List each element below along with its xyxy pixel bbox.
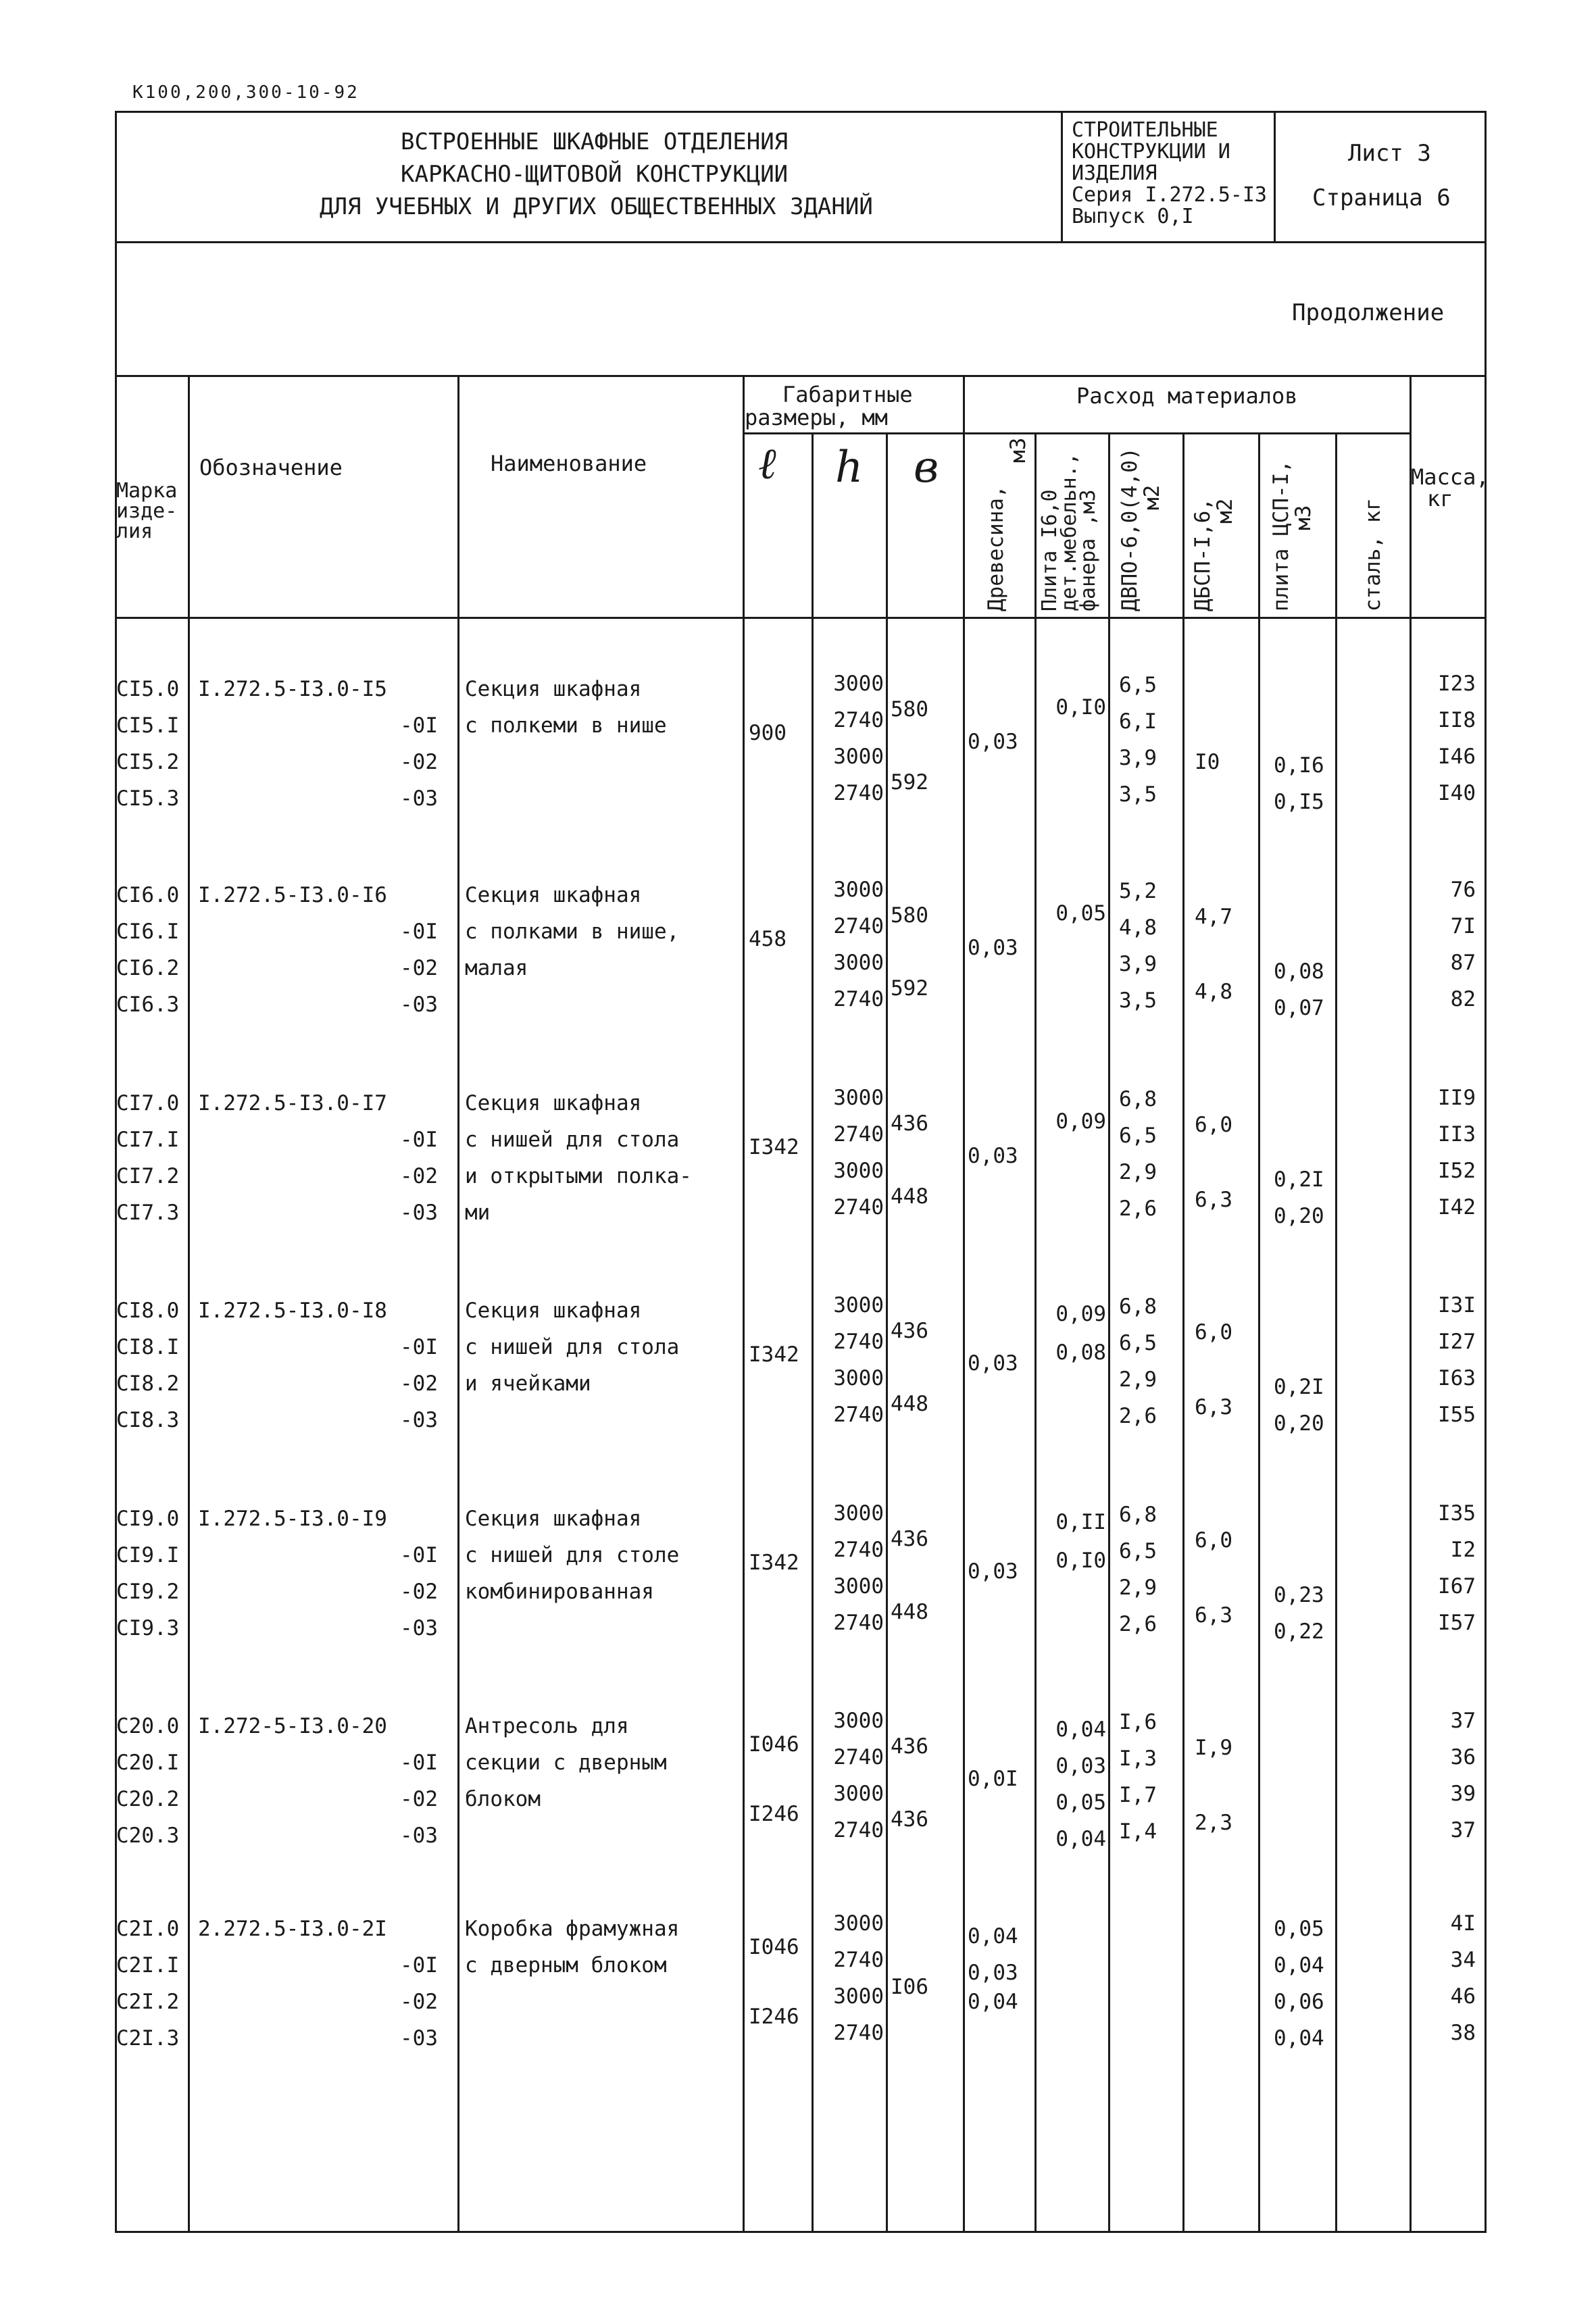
- group-1-mass-3: I46: [1438, 745, 1476, 769]
- group-5-tssp-1: 0,23: [1274, 1583, 1324, 1608]
- group-2-dvpo-4: 3,5: [1119, 988, 1157, 1013]
- group-4-dim-l-1: I342: [749, 1342, 799, 1367]
- group-7-dim-l-2: I246: [749, 2004, 799, 2029]
- group-5-designation: I.272.5-I3.0-I9: [198, 1507, 387, 1531]
- header-designation: Обозначение: [199, 455, 343, 480]
- group-1-suffix-1: -0I: [400, 713, 438, 738]
- group-1-dim-h-2: 2740: [833, 708, 884, 732]
- group-6-mass-2: 36: [1450, 1745, 1476, 1769]
- group-2-dim-h-2: 2740: [833, 914, 884, 938]
- group-2-dim-b-2: 592: [891, 976, 928, 1001]
- group-5-name-line-2: с нишей для столе: [465, 1543, 680, 1567]
- group-4-dim-h-2: 2740: [833, 1330, 884, 1354]
- group-4-name-line-3: и ячейками: [465, 1372, 591, 1396]
- header-plate-1: Плита I6,0: [1038, 489, 1062, 611]
- series-line-1: СТРОИТЕЛЬНЫЕ: [1072, 118, 1218, 142]
- group-5-mark-2: CI9.I: [116, 1543, 180, 1567]
- group-7-name-line-1: Коробка фрамужная: [465, 1917, 680, 1941]
- group-4-mark-3: CI8.2: [116, 1372, 180, 1396]
- group-7-mass-4: 38: [1450, 2021, 1476, 2045]
- col-line-h: [886, 432, 888, 2232]
- col-line-dvpo: [1182, 432, 1184, 2232]
- group-2-tssp-2: 0,07: [1274, 996, 1324, 1021]
- header-plate: [1038, 453, 1100, 611]
- group-4-dvpo-4: 2,6: [1119, 1404, 1157, 1428]
- group-6-mark-2: C20.I: [116, 1751, 180, 1775]
- header-wood: [985, 438, 1029, 611]
- group-5-mass-4: I57: [1438, 1611, 1476, 1635]
- header-dims-1: Габаритные: [782, 382, 913, 407]
- col-line-b: [963, 375, 965, 2232]
- group-6-name-line-2: секции с дверным: [465, 1751, 667, 1775]
- group-5-name-line-3: комбинированная: [465, 1580, 654, 1604]
- group-6-dvpo-3: I,7: [1119, 1783, 1157, 1807]
- group-6-dim-h-2: 2740: [833, 1745, 884, 1769]
- group-3-name-line-2: с нишей для стола: [465, 1128, 680, 1152]
- group-3-dim-h-2: 2740: [833, 1122, 884, 1147]
- group-1-dim-b-1: 580: [891, 697, 928, 722]
- group-2-suffix-3: -03: [400, 992, 438, 1017]
- group-6-dim-b-1: 436: [891, 1734, 928, 1759]
- header-steel: [1362, 498, 1385, 611]
- header-plate-3: фанера ,м3: [1076, 489, 1100, 611]
- group-1-mark-3: CI5.2: [116, 750, 180, 774]
- group-4-dim-h-1: 3000: [833, 1293, 884, 1317]
- group-6-plate-2: 0,03: [1055, 1754, 1106, 1779]
- group-1-dim-l-1: 900: [749, 720, 787, 745]
- group-3-dim-b-2: 448: [891, 1184, 928, 1209]
- group-3-dbsp-2: 6,3: [1195, 1188, 1232, 1213]
- group-3-suffix-1: -0I: [400, 1128, 438, 1152]
- frame-right: [1485, 111, 1487, 2232]
- group-7-mark-1: C2I.0: [116, 1917, 180, 1941]
- series-line-2: КОНСТРУКЦИИ И: [1072, 140, 1230, 164]
- group-5-dbsp-1: 6,0: [1195, 1528, 1232, 1553]
- group-1-tssp-1: 0,I6: [1274, 753, 1324, 778]
- sheet-number: Лист 3: [1348, 140, 1431, 167]
- group-2-wood-1: 0,03: [968, 936, 1018, 961]
- group-3-dim-h-3: 3000: [833, 1159, 884, 1183]
- group-6-dbsp-2: 2,3: [1195, 1811, 1232, 1836]
- group-6-plate-1: 0,04: [1055, 1717, 1106, 1742]
- series-line-5: Выпуск 0,I: [1072, 205, 1194, 228]
- group-1-dvpo-4: 3,5: [1119, 782, 1157, 807]
- group-4-mass-3: I63: [1438, 1366, 1476, 1390]
- group-7-wood-3: 0,04: [968, 1990, 1018, 2014]
- group-3-dim-h-4: 2740: [833, 1195, 884, 1219]
- header-mark-1: Марка: [116, 479, 178, 503]
- group-6-plate-4: 0,04: [1055, 1827, 1106, 1852]
- title-line-3: ДЛЯ УЧЕБНЫХ И ДРУГИХ ОБЩЕСТВЕННЫХ ЗДАНИЙ: [320, 193, 873, 220]
- group-7-dim-h-4: 2740: [833, 2021, 884, 2045]
- header-tssp-2: м3: [1291, 505, 1316, 530]
- group-2-mark-1: CI6.0: [116, 883, 180, 907]
- group-7-mass-2: 34: [1450, 1948, 1476, 1972]
- group-3-mass-2: II3: [1438, 1122, 1476, 1147]
- group-5-suffix-1: -0I: [400, 1543, 438, 1567]
- group-5-dim-b-1: 436: [891, 1526, 928, 1551]
- group-6-suffix-3: -03: [400, 1823, 438, 1848]
- group-5-dvpo-4: 2,6: [1119, 1612, 1157, 1636]
- header-plate-2: дет.мебельн.,: [1057, 453, 1081, 611]
- group-6-dim-h-1: 3000: [833, 1709, 884, 1733]
- group-1-dvpo-1: 6,5: [1119, 673, 1157, 697]
- col-line-plate: [1108, 432, 1110, 2232]
- group-7-suffix-2: -02: [400, 1990, 438, 2014]
- col-line-tssp: [1335, 432, 1337, 2232]
- group-4-wood-1: 0,03: [968, 1351, 1018, 1376]
- group-6-dim-h-3: 3000: [833, 1782, 884, 1806]
- group-2-suffix-2: -02: [400, 956, 438, 980]
- group-3-plate-1: 0,09: [1055, 1109, 1106, 1134]
- group-5-dvpo-3: 2,9: [1119, 1576, 1157, 1600]
- group-2-name-line-2: с полками в нише,: [465, 920, 680, 944]
- group-7-dim-h-2: 2740: [833, 1948, 884, 1972]
- group-4-designation: I.272.5-I3.0-I8: [198, 1299, 387, 1323]
- group-5-dim-h-2: 2740: [833, 1538, 884, 1562]
- group-2-name-line-1: Секция шкафная: [465, 883, 642, 907]
- group-6-dim-b-2: 436: [891, 1807, 928, 1832]
- group-1-mark-4: CI5.3: [116, 786, 180, 811]
- group-2-dim-b-1: 580: [891, 903, 928, 928]
- group-4-dim-h-4: 2740: [833, 1403, 884, 1427]
- group-3-mark-1: CI7.0: [116, 1091, 180, 1115]
- group-2-mark-3: CI6.2: [116, 956, 180, 980]
- group-5-tssp-2: 0,22: [1274, 1619, 1324, 1644]
- group-2-suffix-1: -0I: [400, 920, 438, 944]
- group-3-tssp-1: 0,2I: [1274, 1167, 1324, 1192]
- group-5-mark-3: CI9.2: [116, 1580, 180, 1604]
- header-dim-b: в: [914, 443, 939, 493]
- group-4-name-line-2: с нишей для стола: [465, 1335, 680, 1359]
- group-1-name-line-1: Секция шкафная: [465, 677, 642, 701]
- group-6-mark-1: C20.0: [116, 1714, 180, 1738]
- group-7-mass-1: 4I: [1450, 1911, 1476, 1936]
- group-5-suffix-3: -03: [400, 1616, 438, 1640]
- document-code: К100,200,300-10-92: [132, 82, 359, 103]
- page-number: Страница 6: [1312, 184, 1451, 211]
- group-2-mark-2: CI6.I: [116, 920, 180, 944]
- group-5-dbsp-2: 6,3: [1195, 1603, 1232, 1628]
- group-4-suffix-3: -03: [400, 1408, 438, 1432]
- group-7-tssp-1: 0,05: [1274, 1917, 1324, 1941]
- group-1-mark-2: CI5.I: [116, 713, 180, 738]
- group-6-mass-3: 39: [1450, 1782, 1476, 1806]
- group-1-suffix-2: -02: [400, 750, 438, 774]
- title-block-divider-2: [1274, 111, 1276, 242]
- group-4-name-line-1: Секция шкафная: [465, 1299, 642, 1323]
- group-2-mass-1: 76: [1450, 878, 1476, 902]
- title-block-bottom: [115, 241, 1487, 243]
- group-4-dvpo-2: 6,5: [1119, 1331, 1157, 1355]
- group-6-plate-3: 0,05: [1055, 1790, 1106, 1815]
- group-6-dvpo-1: I,6: [1119, 1710, 1157, 1734]
- group-7-wood-1: 0,04: [968, 1923, 1018, 1948]
- header-dim-h: h: [835, 443, 864, 493]
- group-1-tssp-2: 0,I5: [1274, 790, 1324, 815]
- continuation-label: Продолжение: [1292, 299, 1445, 326]
- group-5-dim-b-2: 448: [891, 1599, 928, 1624]
- group-5-plate-1: 0,II: [1055, 1510, 1106, 1535]
- group-6-mark-3: C20.2: [116, 1787, 180, 1811]
- header-wood-2: м3: [1005, 437, 1030, 463]
- group-7-name-line-2: с дверным блоком: [465, 1953, 667, 1978]
- group-6-dbsp-1: I,9: [1195, 1736, 1232, 1761]
- group-7-suffix-3: -03: [400, 2026, 438, 2051]
- group-2-dim-l-1: 458: [749, 926, 787, 951]
- group-3-suffix-3: -03: [400, 1201, 438, 1225]
- group-4-suffix-2: -02: [400, 1372, 438, 1396]
- group-5-name-line-1: Секция шкафная: [465, 1507, 642, 1531]
- header-materials: Расход материалов: [1076, 383, 1298, 409]
- group-2-name-line-3: малая: [465, 956, 528, 980]
- group-4-mark-1: CI8.0: [116, 1299, 180, 1323]
- group-7-mark-3: C2I.2: [116, 1990, 180, 2014]
- header-tssp: [1270, 460, 1314, 611]
- header-dvpo-1: ДВПО-6,0(4,0): [1118, 447, 1142, 611]
- group-3-dvpo-2: 6,5: [1119, 1124, 1157, 1148]
- col-line-designation: [457, 375, 459, 2232]
- group-2-dim-h-4: 2740: [833, 987, 884, 1011]
- group-7-mark-2: C2I.I: [116, 1953, 180, 1978]
- group-1-designation: I.272.5-I3.0-I5: [198, 677, 387, 701]
- group-4-dvpo-3: 2,9: [1119, 1367, 1157, 1392]
- group-2-dbsp-1: 4,7: [1195, 905, 1232, 930]
- group-2-dbsp-2: 4,8: [1195, 980, 1232, 1005]
- group-2-tssp-1: 0,08: [1274, 959, 1324, 984]
- group-5-plate-2: 0,I0: [1055, 1549, 1106, 1574]
- header-mark-3: лия: [116, 520, 153, 543]
- group-4-dim-h-3: 3000: [833, 1366, 884, 1390]
- group-2-plate-1: 0,05: [1055, 901, 1106, 926]
- group-6-wood-1: 0,0I: [968, 1767, 1018, 1792]
- group-1-mass-2: II8: [1438, 708, 1476, 732]
- col-line-wood: [1034, 432, 1037, 2232]
- group-6-dim-h-4: 2740: [833, 1818, 884, 1842]
- group-3-name-line-1: Секция шкафная: [465, 1091, 642, 1115]
- group-5-mass-2: I2: [1450, 1538, 1476, 1562]
- title-line-2: КАРКАСНО-ЩИТОВОЙ КОНСТРУКЦИИ: [401, 161, 789, 188]
- group-3-name-line-4: ми: [465, 1201, 491, 1225]
- group-1-plate-1: 0,I0: [1055, 695, 1106, 720]
- group-7-dim-l-1: I046: [749, 1935, 799, 1959]
- group-7-wood-2: 0,03: [968, 1960, 1018, 1985]
- group-4-dvpo-1: 6,8: [1119, 1294, 1157, 1319]
- group-5-dvpo-2: 6,5: [1119, 1539, 1157, 1563]
- group-1-name-line-2: с полкеми в нише: [465, 713, 667, 738]
- group-7-dim-h-1: 3000: [833, 1911, 884, 1936]
- group-3-suffix-2: -02: [400, 1164, 438, 1188]
- group-3-mark-3: CI7.2: [116, 1164, 180, 1188]
- group-7-dim-b-1: I06: [891, 1975, 928, 2000]
- header-dvpo: [1119, 447, 1163, 611]
- group-3-dvpo-3: 2,9: [1119, 1160, 1157, 1184]
- group-2-mass-4: 82: [1450, 987, 1476, 1011]
- group-5-suffix-2: -02: [400, 1580, 438, 1604]
- group-2-mark-4: CI6.3: [116, 992, 180, 1017]
- header-dbsp-2: м2: [1212, 498, 1237, 524]
- group-7-tssp-2: 0,04: [1274, 1953, 1324, 1978]
- group-5-dim-h-4: 2740: [833, 1611, 884, 1635]
- group-4-tssp-1: 0,2I: [1274, 1375, 1324, 1400]
- group-3-wood-1: 0,03: [968, 1144, 1018, 1169]
- group-4-suffix-1: -0I: [400, 1335, 438, 1359]
- group-6-mark-4: C20.3: [116, 1823, 180, 1848]
- group-3-mass-3: I52: [1438, 1159, 1476, 1183]
- group-7-mark-4: C2I.3: [116, 2026, 180, 2051]
- group-3-mark-4: CI7.3: [116, 1201, 180, 1225]
- group-4-tssp-2: 0,20: [1274, 1411, 1324, 1436]
- group-3-mark-2: CI7.I: [116, 1128, 180, 1152]
- group-6-suffix-1: -0I: [400, 1751, 438, 1775]
- group-1-dvpo-2: 6,I: [1119, 709, 1157, 734]
- group-3-designation: I.272.5-I3.0-I7: [198, 1091, 387, 1115]
- col-line-steel: [1410, 375, 1412, 2232]
- header-dbsp-1: ДБСП-I,6,: [1191, 498, 1215, 611]
- header-dvpo-2: м2: [1139, 484, 1164, 510]
- header-mark-2: изде-: [116, 499, 178, 523]
- group-4-dim-b-2: 448: [891, 1391, 928, 1416]
- header-tssp-1: плита ЦСП-I,: [1269, 460, 1293, 611]
- group-6-dvpo-2: I,3: [1119, 1746, 1157, 1771]
- group-3-name-line-3: и открытыми полка-: [465, 1164, 692, 1188]
- group-5-mark-1: CI9.0: [116, 1507, 180, 1531]
- group-4-dim-b-1: 436: [891, 1318, 928, 1343]
- group-5-dim-h-1: 3000: [833, 1501, 884, 1526]
- group-5-mass-3: I67: [1438, 1574, 1476, 1599]
- group-3-dvpo-1: 6,8: [1119, 1087, 1157, 1111]
- group-2-dvpo-2: 4,8: [1119, 915, 1157, 940]
- group-4-mass-2: I27: [1438, 1330, 1476, 1354]
- group-4-plate-2: 0,08: [1055, 1340, 1106, 1365]
- group-2-mass-2: 7I: [1450, 914, 1476, 938]
- header-name: Наименование: [491, 451, 647, 476]
- group-3-dim-b-1: 436: [891, 1111, 928, 1136]
- group-7-tssp-4: 0,04: [1274, 2026, 1324, 2051]
- group-2-dvpo-3: 3,9: [1119, 952, 1157, 976]
- group-7-dim-h-3: 3000: [833, 1984, 884, 2009]
- group-2-dvpo-1: 5,2: [1119, 879, 1157, 903]
- group-6-mass-1: 37: [1450, 1709, 1476, 1733]
- group-6-designation: I.272-5-I3.0-20: [198, 1714, 387, 1738]
- title-block-divider-1: [1061, 111, 1063, 242]
- group-1-dvpo-3: 3,9: [1119, 746, 1157, 770]
- group-6-dim-l-1: I046: [749, 1732, 799, 1757]
- group-5-mass-1: I35: [1438, 1501, 1476, 1526]
- header-dbsp: [1192, 498, 1236, 611]
- group-4-mark-2: CI8.I: [116, 1335, 180, 1359]
- group-1-mass-4: I40: [1438, 781, 1476, 805]
- title-line-1: ВСТРОЕННЫЕ ШКАФНЫЕ ОТДЕЛЕНИЯ: [401, 128, 789, 155]
- group-5-dim-l-1: I342: [749, 1550, 799, 1575]
- group-5-dvpo-1: 6,8: [1119, 1503, 1157, 1527]
- group-1-dbsp-1: I0: [1195, 750, 1220, 774]
- group-7-suffix-1: -0I: [400, 1953, 438, 1978]
- group-5-wood-1: 0,03: [968, 1559, 1018, 1584]
- header-dim-l: ℓ: [758, 439, 776, 489]
- group-4-mass-1: I3I: [1438, 1293, 1476, 1317]
- header-mass-1: Масса,: [1411, 464, 1489, 490]
- group-1-suffix-3: -03: [400, 786, 438, 811]
- group-6-dvpo-4: I,4: [1119, 1819, 1157, 1844]
- group-2-mass-3: 87: [1450, 951, 1476, 975]
- group-3-dvpo-4: 2,6: [1119, 1197, 1157, 1221]
- group-2-dim-h-1: 3000: [833, 878, 884, 902]
- group-2-designation: I.272.5-I3.0-I6: [198, 883, 387, 907]
- group-3-dbsp-1: 6,0: [1195, 1113, 1232, 1138]
- group-6-mass-4: 37: [1450, 1818, 1476, 1842]
- frame-bottom: [115, 2231, 1487, 2233]
- group-1-dim-h-3: 3000: [833, 745, 884, 769]
- group-4-dbsp-1: 6,0: [1195, 1320, 1232, 1345]
- group-3-mass-1: II9: [1438, 1086, 1476, 1110]
- col-line-l: [812, 432, 814, 2232]
- group-4-dbsp-2: 6,3: [1195, 1395, 1232, 1420]
- group-5-mark-4: CI9.3: [116, 1616, 180, 1640]
- group-4-plate-1: 0,09: [1055, 1302, 1106, 1327]
- header-wood-1: Древесина,: [984, 485, 1008, 611]
- group-7-tssp-3: 0,06: [1274, 1990, 1324, 2014]
- group-2-dim-h-3: 3000: [833, 951, 884, 975]
- group-1-wood-1: 0,03: [968, 730, 1018, 755]
- group-3-dim-l-1: I342: [749, 1134, 799, 1159]
- series-line-3: ИЗДЕЛИЯ: [1072, 161, 1157, 185]
- header-steel-1: сталь, кг: [1361, 498, 1385, 611]
- header-dims-2: размеры, мм: [745, 405, 888, 430]
- group-1-dim-h-1: 3000: [833, 672, 884, 696]
- group-6-dim-l-2: I246: [749, 1801, 799, 1826]
- group-1-mass-1: I23: [1438, 672, 1476, 696]
- col-line-dbsp: [1258, 432, 1260, 2232]
- group-6-name-line-1: Антресоль для: [465, 1714, 629, 1738]
- group-1-mark-1: CI5.0: [116, 677, 180, 701]
- group-4-mass-4: I55: [1438, 1403, 1476, 1427]
- group-6-name-line-3: блоком: [465, 1787, 541, 1811]
- group-header-underline: [743, 432, 1412, 434]
- group-3-dim-h-1: 3000: [833, 1086, 884, 1110]
- series-line-4: Серия I.272.5-I3: [1072, 183, 1267, 207]
- group-4-mark-4: CI8.3: [116, 1408, 180, 1432]
- col-line-name: [743, 375, 745, 2232]
- group-1-dim-b-2: 592: [891, 770, 928, 795]
- group-6-suffix-2: -02: [400, 1787, 438, 1811]
- table-header-bottom: [115, 617, 1487, 619]
- col-line-mark: [188, 375, 190, 2232]
- group-3-mass-4: I42: [1438, 1195, 1476, 1219]
- group-5-dim-h-3: 3000: [833, 1574, 884, 1599]
- frame-top: [115, 111, 1487, 113]
- group-7-designation: 2.272.5-I3.0-2I: [198, 1917, 387, 1941]
- group-1-dim-h-4: 2740: [833, 781, 884, 805]
- group-7-mass-3: 46: [1450, 1984, 1476, 2009]
- header-mass-2: кг: [1427, 486, 1453, 511]
- group-3-tssp-2: 0,20: [1274, 1204, 1324, 1229]
- table-top-line: [115, 375, 1487, 377]
